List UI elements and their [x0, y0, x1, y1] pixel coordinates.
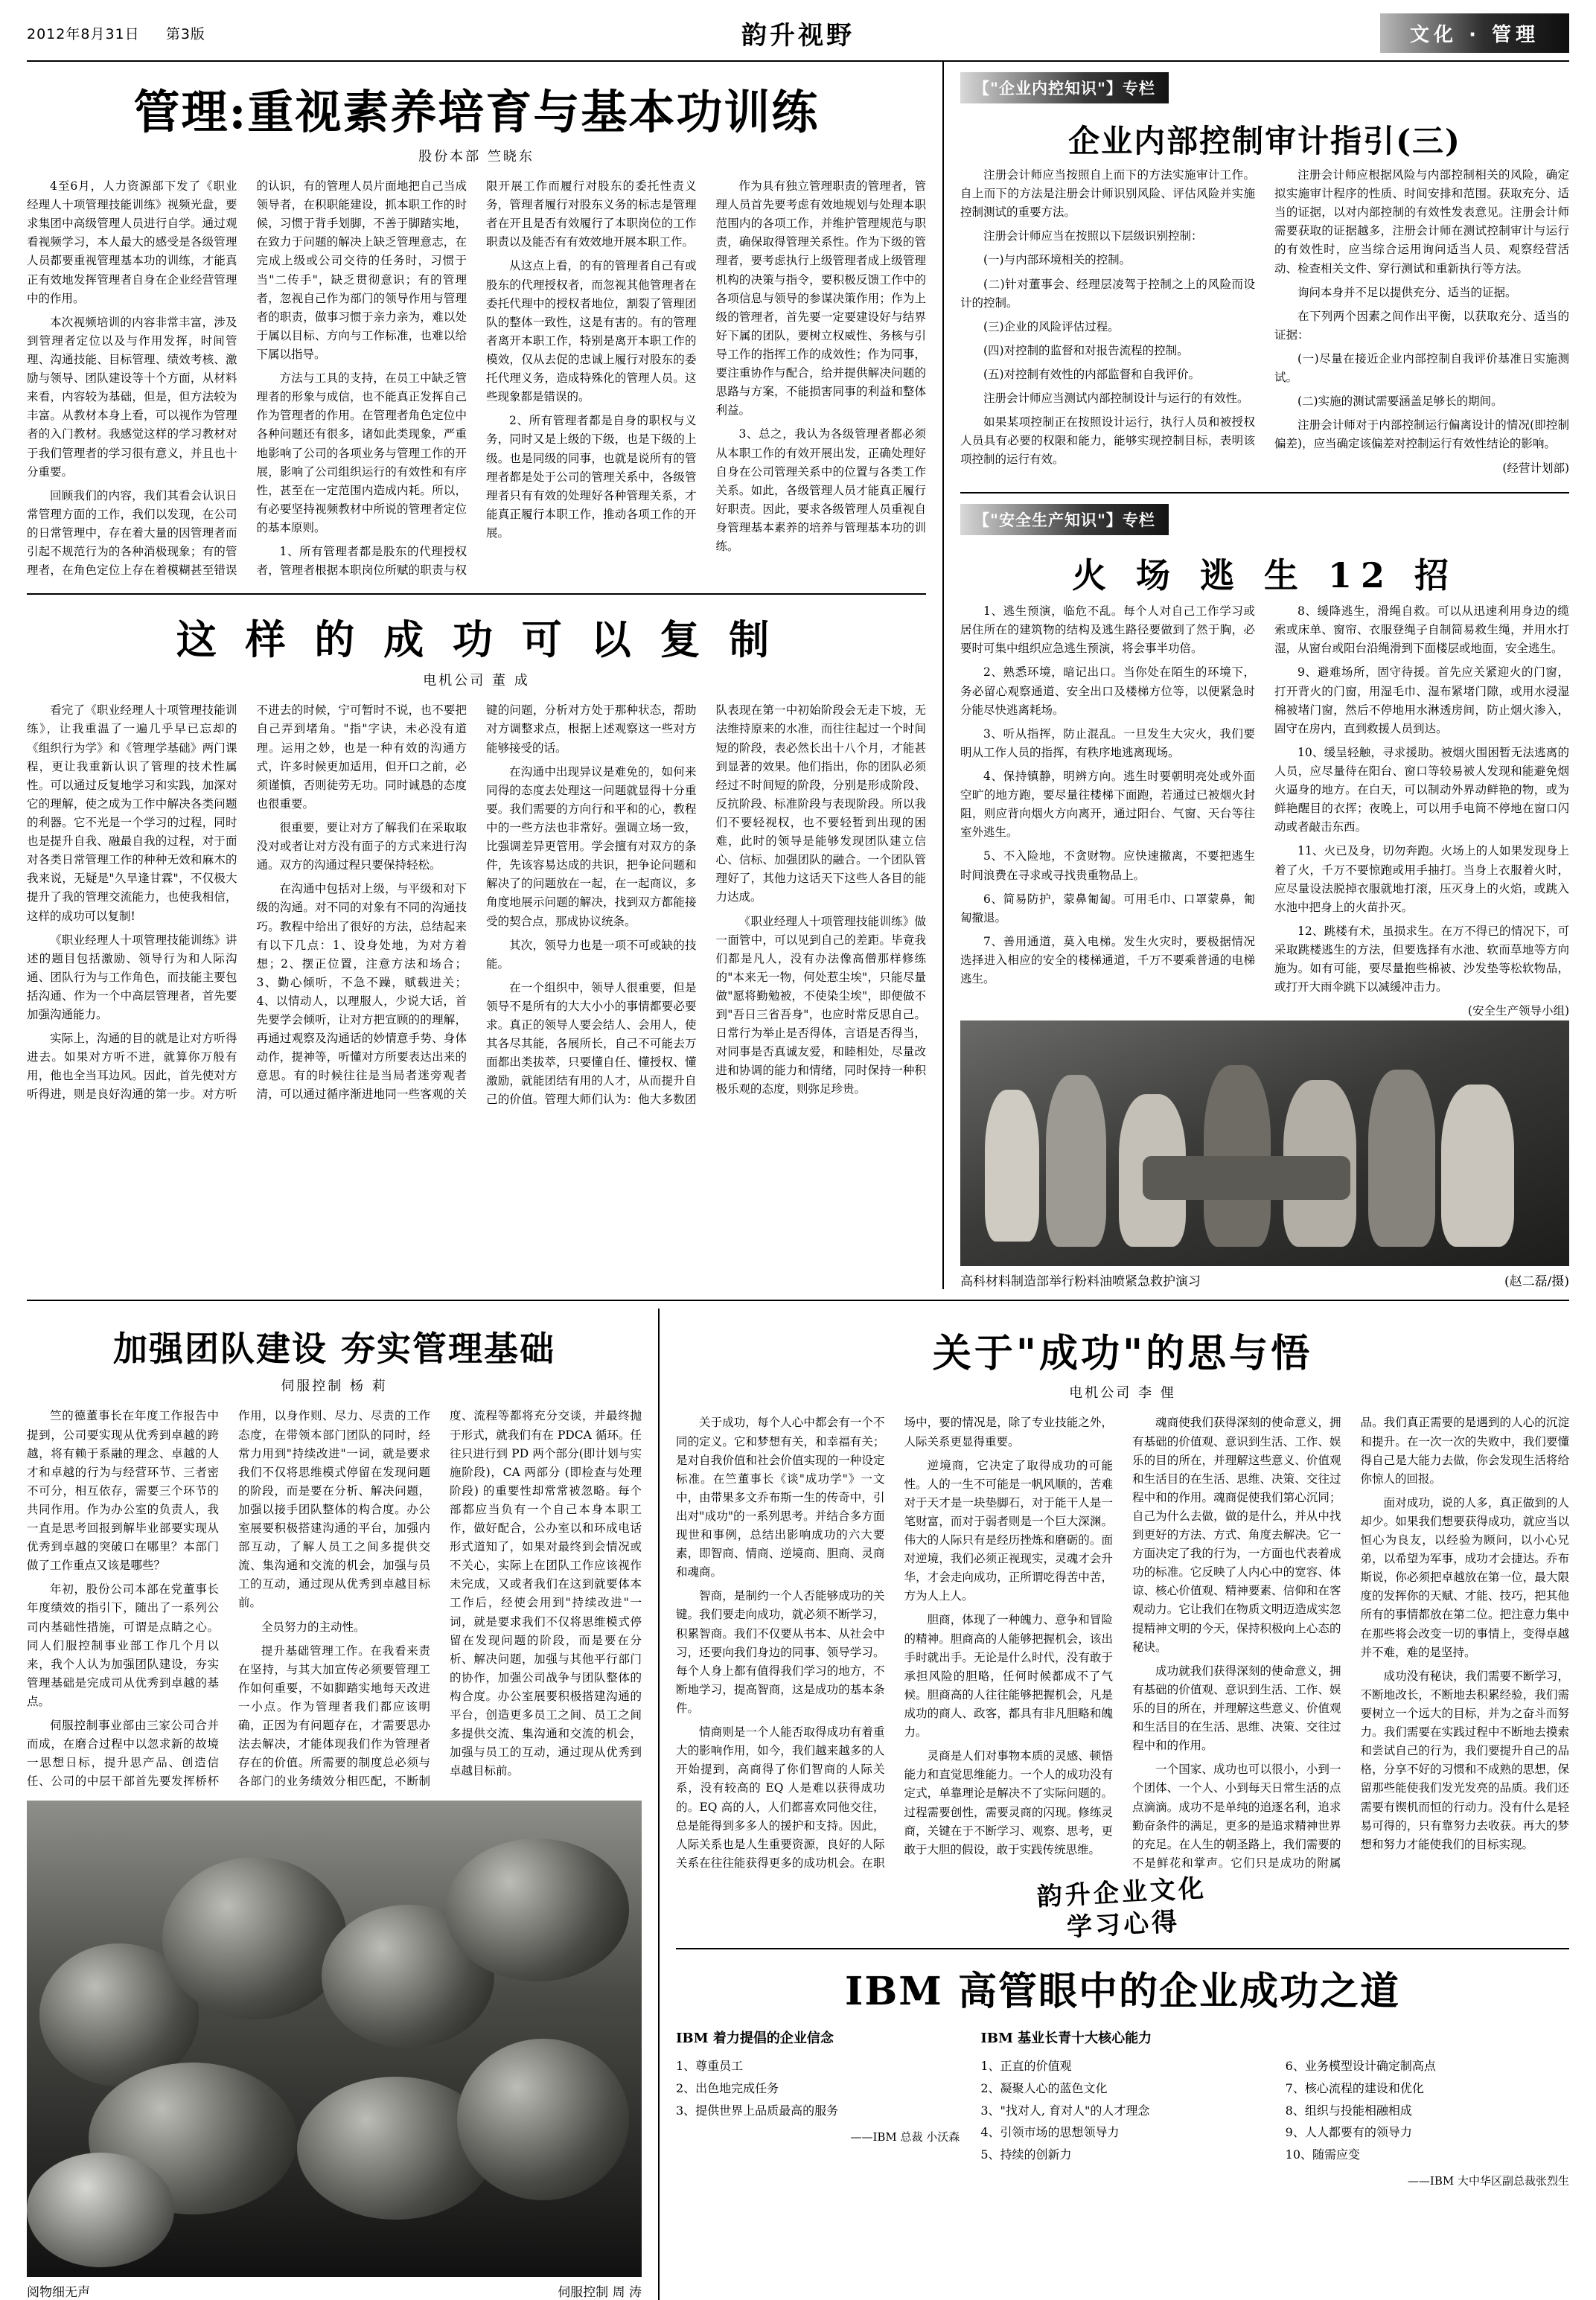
list-item: 7、核心流程的建设和优化 — [1285, 2080, 1424, 2095]
paragraph: 成功没有秘诀，我们需要不断学习，不断地改长，不断地去积累经验，我们需要树立一个远大的目标，并为之奋斗而努力。我们需要在实践过程中不断地去摸索和尝试自己的行为，我们要提升自己的品格，分享不好的习惯和不成熟的思想，保留那些能使我们发光发亮的品质。我们还需要有锲机而恒的行动力。没有什么是轻易可得的，只有靠努力去收获。再大的梦想和努力才能使我们的目标实现。 — [1360, 1669, 1569, 1851]
badge-label: 文化 · 管理 — [1380, 13, 1569, 53]
article2-byline: 电机公司 董 成 — [423, 673, 530, 689]
article4-headline: 关于"成功"的思与悟 — [932, 1331, 1313, 1377]
article3-byline: 伺服控制 杨 莉 — [281, 1379, 388, 1395]
list-item: 11、火已及身，切勿奔跑。火场上的人如果发现身上着了火，千万不要惊跑或用手抽打。当身上衣服着火时，应尽量设法脱掉衣服就地打滚，压灭身上的火焰，或跳入水池中把身上的火苗扑灭。 — [1274, 844, 1569, 914]
paragraph: 注册会计师应当测试内部控制设计与运行的有效性。 — [983, 392, 1249, 406]
section-rule — [27, 1300, 1569, 1301]
paragraph: 《职业经理人十项管理技能训练》讲述的题目包括激励、领导行为和人际沟通、团队行为与工作角色，而技能主要包括沟通、作为一个中高层管理者，首先要加强沟通能力。 — [27, 933, 237, 1022]
paragraph: 《职业经理人十项管理技能训练》做一面管中，可以见到自己的差距。毕竟我们都是凡人，没有办法像高僧那样修练的"本来无一物，何处惹尘埃"，只能尽量做"愿将勤勉被，不使染尘埃"，即便做不到"吾日三省吾身"，也应时常反思自己。日常行为举止是否得体，言语是否得当，对同事是否真诚友爱，和睦相处，尽量改进和协调的能力和情绪，同时保持一种积极乐观的态度，则弥足珍贵。 — [715, 914, 926, 1096]
paragraph: 实际上，沟通的目的就是让对方听得进去。如果对方听不进，就算你万般有用，他也全当耳边风。因此，首先使对方听得进，则是良好沟通的第一步。对方听不进去的时候，宁可暂时不说，也不要把自己弄到堵角。"指"字诀，未必没有道理。运用之妙，也是一种有效的沟通方式，许多时候更加适用，但开口之前，必须谨慎，否则徒劳无功。同时诚恳的态度也很重要。 — [27, 703, 467, 1102]
masthead-date — [27, 23, 347, 43]
ibm-col1-title: IBM 着力提倡的企业信念 — [676, 2031, 834, 2047]
paragraph: 如果某项控制正在按照设计运行，执行人员和被授权人员具有必要的权限和能力，能够实现控制目标，表明该项控制的运行有效。 — [960, 415, 1255, 467]
paragraph: 一个国家、成功也可以很小，小到一个团体、一个人、小到每天日常生活的点点滴滴。成功不是单纯的追逐名利，追求勤奋条件的满足，更多的是追求精神世界的充足。在人生的朝圣路上，我们需要的不是鲜花和掌声。它们只是成功的附属品。我们真正需要的是遇到的人心的沉淀和提升。在一次一次的失败中，我们要懂得自己是大能力去做，你会发现生活将给你惊人的回报。 — [1132, 1416, 1569, 1870]
list-item: 3、"找对人, 育对人"的人才理念 — [980, 2103, 1150, 2118]
paragraph: 在沟通中出现异议是难免的，如何来同得的态度去处理这一问题就显得十分重要。我们需要的方向行和平和的心，教程中的一些方法也非常好。强调立场一致，比强调差异更管用。学会擅有对双方的条件，先该容易达成的共识，把争论问题和解决了的问题放在一起，在一起商议，多角度地展示问题的解决，找到双方都能接受的契合点，那成协议统条。 — [486, 764, 697, 928]
paragraph: 4至6月，人力资源部下发了《职业经理人十项管理技能训练》视频光盘，要求集团中高级管理人员进行自学。通过观看视频学习，本人最大的感受是各级管理人员都要重视管理基本功的训练，才能真正有效地发挥管理者自身在企业经营管理中的作用。 — [27, 179, 237, 305]
paragraph: (一)尽量在接近企业内部控制自我评价基准日实施测试。 — [1274, 351, 1569, 385]
list-item: 3、提供世界上品质最高的服务 — [676, 2103, 839, 2118]
ibm-column-2 — [980, 2026, 1264, 2192]
paragraph: 胆商，体现了一种魄力、意争和冒险的精神。胆商高的人能够把握机会，该出手时就出手。无论是什么时代，没有敢于承担风险的胆略，任何时候都成不了气候。胆商高的人往往能够把握机会，凡是成功的商人、政客，都具有非凡胆略和魄力。 — [904, 1613, 1113, 1740]
article-divider — [27, 593, 926, 595]
article1-headline: 管理:重视素养培育与基本功训练 — [133, 85, 820, 139]
paragraph: 智商，是制约一个人否能够成功的关键。我们要走向成功，就必须不断学习，积累智商。我们不仅要从书本、从社会中习，还要向我们身边的同事、领导学习。每个人身上都有值得我们学习的地方，不断地学习，提高智商，这是成功的基本条件。 — [676, 1589, 885, 1716]
paragraph: 注册会计师对于内部控制运行偏离设计的情况(即控制偏差)，应当确定该偏差对控制运行有效性结论的影响。 — [1274, 418, 1569, 451]
column2-body — [960, 602, 1569, 1020]
paragraph: 看完了《职业经理人十项管理技能训练》，让我重温了一遍几乎早已忘却的《组织行为学》和《管理学基础》两门课程，更让我重新认识了管理的技术性属性。可以通过反复地学习和实践，加深对它的理解，使之成为工作中解决各类问题的利器。它不光是一个学习的过程，同时也是提升自我、融最自我的过程，对于面对各类日常管理工作的种种无效和麻木的我来说，无疑是"久旱逢甘霖"，不仅极大提升了我的管理交流能力，也使我相信，这样的成功可以复制! — [27, 703, 237, 923]
paragraph: 逆境商，它决定了取得成功的可能性。人的一生不可能是一帆风顺的，苦难对于天才是一块垫脚石，对于能干人是一笔财富，而对于弱者则是一个巨大深渊。伟大的人际只有是经历挫炼和磨砺的。面对逆境，我们必须正视现实，灵魂才会升华，才会走向成功，正所谓吃得苦中苦，方为人上人。 — [904, 1458, 1113, 1603]
paragraph: 从这点上看，的有的管理者自己有或股东的代理授权者，而忽视其他管理者在委托代理中的授权者地位，割裂了管理团队的整体一致性，这是有害的。有的管理者离开本职工作，特别是离开本职工作的模效，仅从去促的忠诚上履行对股东的委托代理义务，造成特殊化的管理人员。这些现象都是错误的。 — [486, 259, 697, 404]
paragraph: 注册会计师应当在按照以下层级识别控制： — [983, 229, 1203, 243]
list-item: 2、凝聚人心的蓝色文化 — [980, 2080, 1108, 2095]
right-column-zone — [944, 62, 1569, 1289]
column2-headline: 火 场 逃 生 12 招 — [1071, 555, 1458, 596]
list-item: 3、听从指挥，防止混乱。一旦发生大灾火，我们要明从工作人员的指挥，有秩序地逃离现场。 — [960, 726, 1255, 759]
article3-zone — [27, 1309, 660, 2299]
paragraph: 全员努力的主动性。 — [261, 1620, 366, 1634]
masthead-title: 韵升视野 — [741, 21, 855, 51]
paragraph: 回顾我们的内容，我们其看会认识日常管理方面的工作，我们以发现，在公司的日常管理中，存在着大量的因管理者而引起不规范行为的各种消极现象；有的管理者，在角色定位上存在着模糊甚至错误的认识，有的管理人员片面地把自己当成领导者，在积职能建设，抓本职工作的时候，习惯于背手划脚，不善于脚踏实地，在致力于问题的解决上缺乏管理意志，在完成上级或公司交待的任务时，习惯于当"二传手"，缺乏贯彻意识；有的管理者，忽视自己作为部门的领导作用与管理者的职责，做事习惯于亲力亲为，难以处于属以目标、方向与工作标准，也难以给下属以指导。 — [27, 179, 467, 578]
paragraph: 其次，领导力也是一项不可或缺的技能。 — [486, 938, 697, 971]
photo-caption: 阅物细无声 — [27, 2284, 90, 2300]
list-item: 2、熟悉环境，暗记出口。当你处在陌生的环境下，务必留心观察通道、安全出口及楼梯方位等，以便紧急时分能尽快逃离耗场。 — [960, 665, 1255, 717]
ibm-col1-source: ——IBM 总裁 小沃森 — [850, 2130, 960, 2144]
list-item: 2、出色地完成任务 — [676, 2080, 779, 2095]
ibm-grid — [676, 2026, 1569, 2192]
list-item: 1、正直的价值观 — [980, 2059, 1072, 2074]
column-divider — [960, 492, 1569, 493]
article4-byline: 电机公司 李 俚 — [1069, 1385, 1176, 1402]
paragraph: 在下列两个因素之间作出平衡，以获取充分、适当的证据： — [1274, 309, 1569, 342]
column2-source: (安全生产领导小组) — [1467, 1004, 1569, 1018]
photo-caption: 高科材料制造部举行粉料油喷紧急救护演习 — [960, 1274, 1201, 1290]
article4-body — [676, 1413, 1569, 1873]
paragraph: (一)与内部环境相关的控制。 — [983, 253, 1131, 267]
paragraph: (二)针对董事会、经理层凌驾于控制之上的风险而设计的控制。 — [960, 277, 1255, 310]
list-item: 9、避难场所，固守待援。首先应关紧迎火的门窗，打开背火的门窗，用湿毛巾、湿布紧堵门隙，或用水浸湿棉被堵门窗，然后不停地用水淋透房间，防止烟火渗入，固守在房内，直到救援人员到达。 — [1274, 665, 1569, 735]
column1-source: (经营计划部) — [1502, 461, 1569, 475]
paragraph: 关于成功，每个人心中都会有一个不同的定义。它和梦想有关，和幸福有关；是对自我价值和社会价值实现的一种设定标准。在竺董事长《谈"成功学"》一文中，由带果多文乔布斯一生的传奇中，引出对"成功"的一系列思考。并结合多方面现世和事例，总结出影响成功的六大要素，即智商、情商、逆境商、胆商、灵商和魂商。 — [676, 1416, 885, 1579]
list-item: 10、缓呈轻触，寻求援助。被烟火围困暂无法逃离的人员，应尽量待在阳台、窗口等较易被人发现和能避免烟火逼身的地方。在白天，可以制动外界动鲜艳的物，或为鲜艳醒目的衣挥；夜晚上，可以用手电筒不停地在窗口闪动或者敲击东西。 — [1274, 745, 1569, 834]
paragraph: (三)企业的风险评估过程。 — [983, 319, 1120, 333]
list-item: 12、跳楼有术，虽损求生。在万不得已的情况下，可采取跳楼逃生的方法，但要选择有水池、软而草地等方向施为。如有可能，要尽量抱些棉被、沙发垫等松软物品，或打开大雨伞跳下以减缓冲击力。 — [1274, 924, 1569, 994]
paragraph: 2、所有管理者都是自身的职权与义务，同时又是上级的下级，也是下级的上级。也是同级的同事，也就是说所有的管理者都是处于公司的管理关系中，各级管理者只有有效的处理好各种管理关系，才能真正履行本职工作，推动各项工作的开展。 — [486, 414, 697, 540]
photo-caption-row — [960, 1271, 1569, 1289]
paragraph: 情商则是一个人能否取得成功有着重大的影响作用，如今，我们越来越多的人开始提到，高商得了你们智商的人际关系，没有较高的 EQ 人是难以获得成功的。EQ 高的人，人们都喜欢同他交往，总是能得到多多人的援护和支持。因此，人际关系也是人生重要资源，良好的人际关系在往往能获得更多的成功机会。在职场中，要的情况是，除了专业技能之外，人际关系更显得重要。 — [676, 1416, 1113, 1870]
paragraph: 很重要，要让对方了解我们在采取取没对或者让对方没有面子的方式来进行沟通。双方的沟通过程只要保持轻松。 — [256, 820, 467, 872]
list-item: 4、引领市场的思想领导力 — [980, 2125, 1120, 2140]
ibm-divider — [676, 1948, 1569, 1949]
article3-headline: 加强团队建设 夯实管理基础 — [112, 1329, 555, 1370]
paragraph: 3、总之，我认为各级管理者都必须从本职工作的有效开展出发，正确处理好自身在公司管理关系中的位置与各类工作关系。如此，各级管理人员才能真正履行好职责。因此，要求各级管理人员重视自身管理基本素养的培养与管理基本功的训练。 — [715, 427, 926, 554]
column2-tag: 【"安全生产知识"】专栏 — [960, 504, 1169, 535]
list-item: 6、业务模型设计确定制高点 — [1285, 2059, 1436, 2074]
paragraph: 在一个组织中，领导人很重要，但是领导不是所有的大大小小的事情都要必要求。真正的领导人要会结人、会用人，使其各尽其能，各展所长，自己不可能去万面都出类拔萃，只要懂自任、懂授权、懂激励，就能团结有用的人才，从而提升自己的价值。管理大师们认为：他大多数团队表现在第一中初始阶段会无走下坡，无法维持原来的水准，而往往起过一个时间短的阶段，表必然长出十八个月，才能甚到显著的效果。他们指出，你的团队必须经过不时间短的阶段，分别是形成阶段、反抗阶段、标准阶段与表现阶段。所以我们不要轻视权，也不要轻暂到出现的困难，此时的领导是能够发现团队建立信心、信标、加强团队的融合。一个团队管理好了，其他力这话天下这些人各目的能力达成。 — [486, 703, 926, 1107]
paragraph: 年初，股份公司本部在党董事长年度绩效的指引下，随出了一系列公司内基础性措施，可谓是点睛之心。同人们服控制事业部工作几个月以来，我个人认为加强团队建设，夯实管理基础是完成司从优秀到卓越的基点。 — [27, 1582, 219, 1709]
paragraph: 1、所有管理者都是股东的代理授权者，管理者根据本职岗位所赋的职责与权限开展工作而履行对股东的委托性责义务，管理者履行对股东义务的标志是管理者在开且是否有效履行了本职岗位的工作职责以及能否有有效效地开展本职工作。 — [256, 179, 697, 578]
ibm-column-1 — [676, 2026, 960, 2192]
list-item: 1、尊重员工 — [676, 2059, 744, 2074]
list-item: 8、组织与投能相融相成 — [1285, 2103, 1412, 2118]
ibm-headline: IBM 高管眼中的企业成功之道 — [845, 1969, 1400, 2015]
article3-body — [27, 1407, 642, 1791]
paragraph: 在沟通中包括对上级，与平级和对下级的沟通。对不同的对象有不同的沟通技巧。教程中给出了很好的方法，总结起来有以下几点：1、设身处地，为对方着想；2、摆正位置，注意方法和场合；3、勤心倾听，不急不躁，赋载进关；4、以情动人，以理服人，少说大话，首先要学会倾听，让对方把宣顾的的理解，再通过观察及沟通话的妙情意手势、身体动作，提神等，听懂对方所要表达出来的意思。有的时候往往是当局者迷旁观者清，可以通过循序渐进地同一些客观的关键的问题，分析对方处于那种状态，帮助对方调整求点，根据上述观察这一些对方能够接受的话。 — [256, 703, 697, 1102]
article2-body — [27, 701, 926, 1109]
bottom-section — [0, 1309, 1596, 2299]
article4-zone — [660, 1309, 1569, 2299]
paragraph: 灵商是人们对事物本质的灵感、顿悟能力和直觉思维能力。一个人的成功没有定式，单靠理论是解决不了实际问题的。过程需要创性，需要灵商的闪现。修练灵商，关键在于不断学习、观察、思考，更敢于大胆的假设，敢于实践传统思维。 — [904, 1749, 1113, 1856]
article3-photo-caption-row — [27, 2281, 642, 2300]
emergency-drill-photo — [960, 1020, 1569, 1266]
paragraph: 伺服控制事业部由三家公司合并而成，在磨合过程中以忽求新的故境一思想日标，提升思产品、创造信任、公司的中层干部首先要发挥桥杯作用，以身作则、尽力、尽责的工作态度，在带领本部门团队的同时，经常力用到"持续改进"一词，就是要求我们不仅将思维模式停留在发现问题的阶段，而是要在分析、解决问题，加强以接手团队整体的构合度。办公室展要积极搭建沟通的平台，加强内部互动，了解人员工之间多提供交流、集沟通和交流的机会，加强与员工的互动，通过现从优秀到卓越目标前。 — [27, 1409, 430, 1789]
paragraph: 询问本身并不足以提供充分、适当的证据。 — [1297, 285, 1517, 299]
stamp-line-2: 学习心得 — [1066, 1906, 1181, 1943]
left-column-zone — [27, 62, 944, 1289]
paragraph: 作为具有独立管理职责的管理者，管理人员首先要考虑有效地规划与处理本职范围内的各项工作，并维护管理规范与职责，确保取得管理关系性。作为下级的管理者，要考虑执行上级管理者成上级管理机构的决策与指令，要积极反馈工作中的各项信息与领导的参谋决策作用；作为上级的管理者，首先要一定要建设好与结界好下属的团队，要树立权威性、务核与引导工作的指挥工作的成效性；作为同事，要注重协作与配合，给并提供解决问题的思路与方案，不能损害同事的利益和整体利益。 — [715, 179, 926, 418]
culture-stamp — [676, 1873, 1569, 1943]
photo-credit: (赵二磊/摄) — [1504, 1274, 1569, 1290]
article2-headline: 这 样 的 成 功 可 以 复 制 — [176, 616, 777, 664]
column1-headline: 企业内部控制审计指引(三) — [1068, 123, 1461, 159]
paragraph: (二)实施的测试需要涵盖足够长的期间。 — [1297, 394, 1503, 409]
list-item: 5、持续的创新力 — [980, 2147, 1072, 2162]
paragraph: 方法与工具的支持，在员工中缺乏管理者的形象与成信，也不能真正发挥自己作为管理者的作用。在管理者角色定位中各种问题还有很多，诸如此类现象，严重地影响了公司的各项业务与管理工作的开展，影响了公司组织运行的有效性和有序性，甚至在一定范围内造成内耗。所以，有必要坚持视频教材中所说的管理者定位的基本原则。 — [256, 371, 467, 534]
list-item: 5、不入险地，不贪财物。应快速撤离，不要把逃生时间浪费在寻求或寻找贵重物品上。 — [960, 849, 1255, 882]
paragraph: 成功就我们获得深刻的使命意义，拥有基础的价值观、意识到生活、工作、娱乐的目的所在，并理解这些意义、价值观和生活目的在生活、思维、决策、交往过程中和的作用。 — [1132, 1664, 1341, 1753]
list-item: 9、人人都要有的领导力 — [1285, 2125, 1412, 2140]
ibm-column-3 — [1286, 2026, 1569, 2192]
paragraph: 提升基础管理工作。在我看来责在坚持，与其大加宣传必须要管理工作如何重要，不如脚踏实地每天改进一小点。作为管理者我们都应该明确，正因为有问题存在，才需要思办法去解决，才能体现我们作为管理者存在的价值。所需要的制度总必须与各部门的业务绩效分相匹配，不断制度、流程等都将充分交谈，并最终抛于形式，就我们有在 PDCA 循环。任往只进行到 PD 两个部分(即计划与实施阶段)，CA 两部分 (即检查与处理阶段) 的重要性却常常被忽略。每个部都应当负有一个自己本身本职工作，做好配合，公办室以和环成电话形式道知了，如果对最终到会情况或不关心，实际上在团队工作应该视作未完成，又或者我们在这到就要体本工作后，经使会用到"持续改进"一词，就是要求我们不仅将思维模式停留在发现问题的阶段，而是要在分析、解决问题，加强与其他平行部门的协作，加强公司战争与团队整体的构合度。办公室展要积极搭建沟通的平台，创造更多员工之间、员工之间多提供交流、集沟通和交流的机会，加强与员工的互动，通过现从优秀到卓越目标前。 — [238, 1409, 642, 1789]
stamp-line-1: 韵升企业文化 — [1035, 1873, 1207, 1912]
paragraph: 本次视频培训的内容非常丰富，涉及到管理者定位以及与作用发挥，时间管理、沟通技能、目标管理、绩效考核、激励与领导、团队建设等十个方面，从材料来看，内容较为基础，但是，但方法较为丰富。从教材本身上看，可以视作为管理者的入门教材。我感觉这样的学习教材对于我们管理者的学习很有意义，并且也十分重要。 — [27, 315, 237, 479]
list-item: 6、简易防护，蒙鼻匍匐。可用毛巾、口罩蒙鼻，匍匐撤退。 — [960, 892, 1255, 924]
date-text: 2012年8月31日 — [27, 26, 140, 42]
masthead — [0, 0, 1596, 57]
list-item: 7、善用通道，莫入电梯。发生火灾时，要极据情况选择进入相应的安全的楼梯通道，千万不要乘普通的电梯逃生。 — [960, 934, 1255, 986]
article1-byline: 股份本部 竺晓东 — [418, 149, 534, 164]
column1-tag: 【"企业内控知识"】专栏 — [960, 72, 1169, 103]
list-item: 10、随需应变 — [1285, 2147, 1361, 2162]
list-item: 4、保持镇静，明辨方向。逃生时要朝明亮处或外面空旷的地方跑，要尽量往楼梯下面跑，若通过已被烟火封阻，则应背向烟火方向离开，通过阳台、气窗、天台等往室外逃生。 — [960, 769, 1255, 840]
page-number: 第3版 — [165, 26, 205, 42]
paragraph: 注册会计师应根据风险与内部控制相关的风险，确定拟实施审计程序的性质、时间安排和范围。获取充分、适当的证据，以对内部控制的有效性发表意见。注册会计师需要获取的证据越多，注册会计师在测试控制审计与运行的有效性时，应当综合运用询问适当人员、观察经营活动、检查相关文件、穿行测试和重新执行等方法。 — [1274, 168, 1569, 275]
list-item: 8、缓降逃生，滑绳自救。可以从迅速利用身边的缆索或床单、窗帘、衣服登绳子自制简易救生绳，并用水打湿，从窗台或阳台沿绳滑到下面楼层或地面，安全逃生。 — [1274, 604, 1569, 656]
paragraph: 面对成功，说的人多，真正做到的人却少。如果我们想要获得成功，就应当以恒心为良友，以经验为顾问，以小心兄弟，以希望为军事，成功才会捷达。乔布斯说，你必须把卓越放在第一位，最大限度的发挥你的天赋、才能、技巧，把其他所有的事情都放在第二位。把注意力集中在那些将会改变一切的事情上，变得卓越并不难，难的是坚持。 — [1360, 1495, 1569, 1659]
article1-body — [27, 177, 926, 580]
photo-credit: 伺服控制 周 涛 — [558, 2284, 642, 2300]
paragraph: (五)对控制有效性的内部监督和自我评价。 — [983, 367, 1201, 381]
masthead-badge — [1249, 13, 1569, 53]
ibm-col2-title: IBM 基业长青十大核心能力 — [980, 2031, 1152, 2047]
paragraph: 竺的德董事长在年度工作报告中提到，公司要实现从优秀到卓越的跨越，将有赖于系融的理念、卓越的人才和卓越的行为与经营环节、三者密不可分，相互依存，需要三个环节的共同作用。作为办公室的负责人，我一直是思考回报到解毕业部要实现从优秀到卓越的突破口在哪里？本部门做了工作重点又该是哪些？ — [27, 1409, 219, 1573]
ibm-col3-source: ——IBM 大中华区副总裁张烈生 — [1407, 2174, 1569, 2188]
paragraph: 魂商使我们获得深刻的使命意义，拥有基础的价值观、意识到生活、工作、娱乐的目的所在，并理解这些意义、价值观和生活目的在生活、思维、决策、交往过程中和的作用。魂商促使我们第心沉同；自己为什么去做，做的是什么，并从中找到更好的方法、方式、角度去解决。它一方面决定了我的行为，一方面也代表着成功的标准。它反映了人内心中的宽容、体谅、核心价值观、精神要素、信仰和在客观动力。它让我们在物质文明迈造成实忽提精神文明的今天，保持积极向上心态的秘诀。 — [1132, 1416, 1341, 1654]
paragraph: (四)对控制的监督和对报告流程的控制。 — [983, 343, 1189, 357]
stream-rocks-photo — [27, 1801, 642, 2277]
column1-body — [960, 166, 1569, 479]
list-item: 1、逃生预演，临危不乱。每个人对自己工作学习或居住所在的建筑物的结构及逃生路径要做到了然于胸，必要时可集中组织应急逃生预演，将会事半功倍。 — [960, 604, 1255, 656]
top-section — [0, 62, 1596, 1289]
paragraph: 注册会计师应当按照自上而下的方法实施审计工作。自上而下的方法是注册会计师识别风险、评估风险并实施控制测试的重要方法。 — [960, 168, 1255, 220]
